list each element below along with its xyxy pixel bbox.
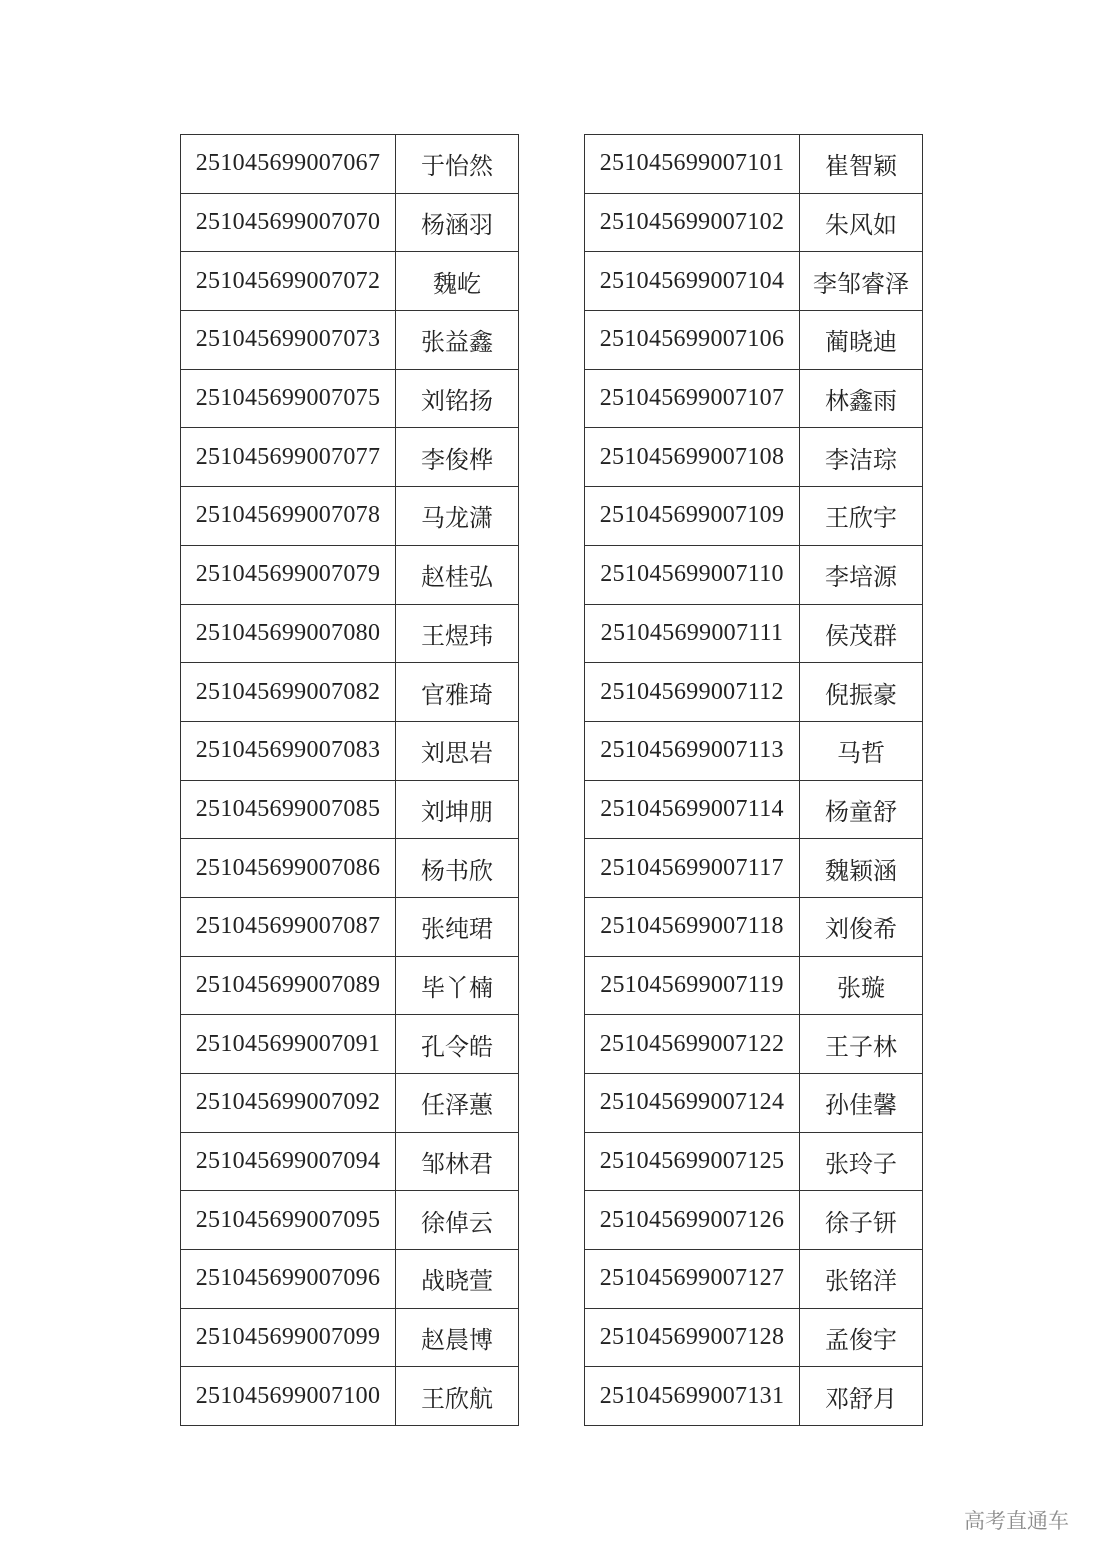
candidate-name: 赵晨博 (396, 1308, 519, 1367)
table-row (181, 604, 519, 663)
candidate-id: 251045699007083 (181, 721, 396, 780)
candidate-id: 251045699007131 (585, 1367, 800, 1426)
candidate-name: 张纯珺 (396, 897, 519, 956)
candidate-id: 251045699007118 (585, 897, 800, 956)
candidate-id: 251045699007078 (181, 487, 396, 546)
candidate-name: 毕丫楠 (396, 956, 519, 1015)
table-row (585, 252, 923, 311)
candidate-id: 251045699007101 (585, 135, 800, 194)
table-row (585, 1132, 923, 1191)
candidate-id: 251045699007127 (585, 1250, 800, 1309)
table-row (181, 311, 519, 370)
candidate-name: 马龙潇 (396, 487, 519, 546)
table-row (585, 897, 923, 956)
candidate-name: 王子林 (800, 1015, 923, 1074)
candidate-name: 孙佳馨 (800, 1074, 923, 1133)
watermark: 高考直通车 (964, 1509, 1069, 1533)
candidate-id: 251045699007092 (181, 1074, 396, 1133)
candidate-id: 251045699007073 (181, 311, 396, 370)
table-row (181, 135, 519, 194)
table-row (181, 721, 519, 780)
candidate-id: 251045699007108 (585, 428, 800, 487)
candidate-name: 魏屹 (396, 252, 519, 311)
candidate-id: 251045699007112 (585, 663, 800, 722)
table-row (181, 428, 519, 487)
candidate-name: 刘坤朋 (396, 780, 519, 839)
candidate-name: 张玲子 (800, 1132, 923, 1191)
candidate-name: 张璇 (800, 956, 923, 1015)
candidate-name: 马哲 (800, 721, 923, 780)
candidate-name: 李邹睿泽 (800, 252, 923, 311)
candidate-name: 林鑫雨 (800, 369, 923, 428)
table-row (585, 1074, 923, 1133)
table-row (181, 193, 519, 252)
candidate-name: 官雅琦 (396, 663, 519, 722)
table-row (585, 839, 923, 898)
candidate-id: 251045699007077 (181, 428, 396, 487)
candidate-name: 蔺晓迪 (800, 311, 923, 370)
candidate-name: 朱风如 (800, 193, 923, 252)
candidate-id: 251045699007087 (181, 897, 396, 956)
candidate-name: 杨童舒 (800, 780, 923, 839)
table-row (585, 545, 923, 604)
candidate-id: 251045699007099 (181, 1308, 396, 1367)
candidate-name: 魏颖涵 (800, 839, 923, 898)
candidate-name: 刘俊希 (800, 897, 923, 956)
table-row (181, 663, 519, 722)
candidate-name: 侯茂群 (800, 604, 923, 663)
candidate-id: 251045699007086 (181, 839, 396, 898)
table-row (585, 604, 923, 663)
candidate-id: 251045699007102 (585, 193, 800, 252)
table-row (181, 780, 519, 839)
candidate-id: 251045699007124 (585, 1074, 800, 1133)
candidate-id: 251045699007119 (585, 956, 800, 1015)
table-row (181, 1250, 519, 1309)
table-row (181, 545, 519, 604)
table-row (585, 721, 923, 780)
candidate-name: 张益鑫 (396, 311, 519, 370)
candidate-id: 251045699007114 (585, 780, 800, 839)
table-row (585, 663, 923, 722)
table-row (181, 839, 519, 898)
candidate-name: 邓舒月 (800, 1367, 923, 1426)
candidate-name: 赵桂弘 (396, 545, 519, 604)
table-row (181, 1074, 519, 1133)
candidate-name: 李洁琮 (800, 428, 923, 487)
candidate-id: 251045699007109 (585, 487, 800, 546)
table-row (585, 780, 923, 839)
candidate-id: 251045699007072 (181, 252, 396, 311)
table-row (181, 487, 519, 546)
candidate-name: 杨涵羽 (396, 193, 519, 252)
candidate-name: 徐倬云 (396, 1191, 519, 1250)
table-row (585, 369, 923, 428)
candidate-id: 251045699007111 (585, 604, 800, 663)
candidate-name: 于怡然 (396, 135, 519, 194)
candidate-name: 邹林君 (396, 1132, 519, 1191)
candidate-id: 251045699007126 (585, 1191, 800, 1250)
candidate-name: 张铭洋 (800, 1250, 923, 1309)
candidate-id: 251045699007067 (181, 135, 396, 194)
candidate-id: 251045699007094 (181, 1132, 396, 1191)
table-row (181, 369, 519, 428)
candidate-id: 251045699007091 (181, 1015, 396, 1074)
candidate-name: 崔智颖 (800, 135, 923, 194)
name-list-table-right (584, 134, 923, 1426)
candidate-id: 251045699007095 (181, 1191, 396, 1250)
candidate-name: 王欣航 (396, 1367, 519, 1426)
candidate-id: 251045699007085 (181, 780, 396, 839)
candidate-id: 251045699007125 (585, 1132, 800, 1191)
candidate-id: 251045699007080 (181, 604, 396, 663)
table-row (181, 897, 519, 956)
candidate-id: 251045699007070 (181, 193, 396, 252)
candidate-id: 251045699007082 (181, 663, 396, 722)
table-row (181, 1191, 519, 1250)
table-row (585, 1308, 923, 1367)
table-row (181, 1308, 519, 1367)
candidate-name: 李俊桦 (396, 428, 519, 487)
candidate-name: 倪振豪 (800, 663, 923, 722)
candidate-id: 251045699007113 (585, 721, 800, 780)
table-row (585, 956, 923, 1015)
candidate-id: 251045699007089 (181, 956, 396, 1015)
table-row (585, 1191, 923, 1250)
table-row (181, 1367, 519, 1426)
candidate-name: 李培源 (800, 545, 923, 604)
candidate-id: 251045699007106 (585, 311, 800, 370)
candidate-id: 251045699007128 (585, 1308, 800, 1367)
candidate-id: 251045699007100 (181, 1367, 396, 1426)
candidate-name: 任泽蕙 (396, 1074, 519, 1133)
candidate-name: 孔令皓 (396, 1015, 519, 1074)
table-row (585, 135, 923, 194)
table-row (585, 487, 923, 546)
candidate-name: 王欣宇 (800, 487, 923, 546)
table-row (181, 1132, 519, 1191)
table-row (585, 311, 923, 370)
candidate-name: 徐子钘 (800, 1191, 923, 1250)
candidate-name: 孟俊宇 (800, 1308, 923, 1367)
candidate-id: 251045699007104 (585, 252, 800, 311)
candidate-id: 251045699007107 (585, 369, 800, 428)
candidate-id: 251045699007117 (585, 839, 800, 898)
table-row (585, 1250, 923, 1309)
candidate-id: 251045699007079 (181, 545, 396, 604)
candidate-id: 251045699007096 (181, 1250, 396, 1309)
table-row (585, 193, 923, 252)
table-row (585, 1367, 923, 1426)
table-row (181, 1015, 519, 1074)
candidate-id: 251045699007110 (585, 545, 800, 604)
table-row (585, 1015, 923, 1074)
candidate-id: 251045699007075 (181, 369, 396, 428)
name-list-table-left (180, 134, 519, 1426)
candidate-name: 王煜玮 (396, 604, 519, 663)
table-row (585, 428, 923, 487)
candidate-name: 杨书欣 (396, 839, 519, 898)
candidate-name: 刘思岩 (396, 721, 519, 780)
table-row (181, 252, 519, 311)
candidate-id: 251045699007122 (585, 1015, 800, 1074)
candidate-name: 刘铭扬 (396, 369, 519, 428)
candidate-name: 战晓萱 (396, 1250, 519, 1309)
table-row (181, 956, 519, 1015)
